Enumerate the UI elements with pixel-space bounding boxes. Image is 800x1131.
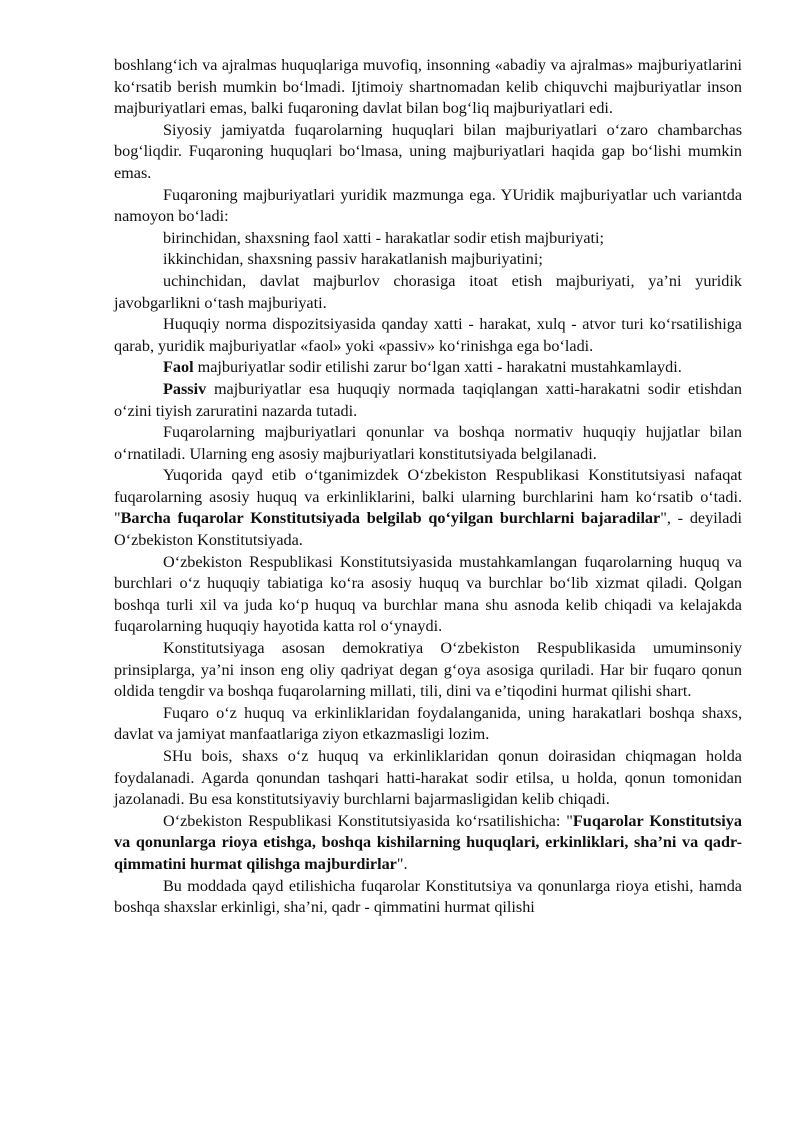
- paragraph: Konstitutsiyaga asosan demokratiya O‘zbekiston Respublikasida umuminsoniy prinsiplarga, ya’ni inson eng oliy qadriyat degan g‘oya asosiga quriladi. Har bir fuqaro qonun oldida tengdir va boshqa fuqarolarning millati, tili, dini va e’tiqodini hurmat qilishi shart.: [114, 639, 742, 701]
- paragraph-text: majburiyatlar esa huquqiy normada taqiqlangan xatti-harakatni sodir etishdan o‘zini tiyish zaruratini nazarda tutadi.: [114, 379, 742, 420]
- paragraph-text: O‘zbekiston Respublikasi Konstitutsiyasida ko‘rsatilishicha: ": [163, 811, 573, 830]
- paragraph-text: ", - deyiladi O‘zbekiston Konstitutsiyada.: [114, 509, 742, 550]
- paragraph: Bu moddada qayd etilishicha fuqarolar Konstitutsiya va qonunlarga rioya etishi, hamda boshqa shaxslar erkinligi, sha’ni, qadr - qimmatini hurmat qilishi: [114, 876, 742, 917]
- list-item: ikkinchidan, shaxsning passiv harakatlanish majburiyatini;: [163, 250, 543, 269]
- paragraph: [114, 811, 742, 876]
- list-item: uchinchidan, davlat majburlov chorasiga itoat etish majburiyati, ya’ni yuridik javobgarlikni o‘tash majburiyati.: [114, 271, 742, 312]
- bold-quote: Fuqarolar Konstitutsiya va qonunlarga rioya etishga, boshqa kishilarning huquqlari, erkinliklari, sha’ni va qadr-qimmatini hurmat qilishga majburdirlar: [114, 811, 742, 873]
- paragraph: [114, 379, 742, 422]
- body-text: [114, 55, 742, 919]
- bold-quote: Barcha fuqarolar Konstitutsiyada belgilab qo‘yilgan burchlarni bajaradilar: [120, 509, 661, 528]
- paragraph-text: Yuqorida qayd etib o‘tganimizdek O‘zbekiston Respublikasi Konstitutsiyasi nafaqat fuqarolarning asosiy huquq va erkinliklarini, balki ularning burchlarini ham ko‘rsatib o‘tadi. ": [114, 466, 742, 528]
- paragraph: boshlang‘ich va ajralmas huquqlariga muvofiq, insonning «abadiy va ajralmas» majburiyatlarini ko‘rsatib berish mumkin bo‘lmadi. Ijtimoiy shartnomadan kelib chiquvchi majburiyatlar inson majburiyatlari emas, balki fuqaroning davlat bilan bog‘liq majburiyatlari edi.: [114, 56, 742, 118]
- paragraph: O‘zbekiston Respublikasi Konstitutsiyasida mustahkamlangan fuqarolarning huquq va burchlari o‘z huquqiy tabiatiga ko‘ra asosiy huquq va burchlar bo‘lib xizmat qiladi. Qolgan boshqa turli xil va juda ko‘p huquq va burchlar mana shu asnoda kelib chiqadi va kelajakda fuqarolarning huquqiy hayotida katta rol o‘ynaydi.: [114, 552, 742, 636]
- paragraph-text: majburiyatlar sodir etilishi zarur bo‘lgan xatti - harakatni mustahkamlaydi.: [193, 358, 682, 377]
- paragraph: Siyosiy jamiyatda fuqarolarning huquqlari bilan majburiyatlari o‘zaro chambarchas bog‘liqdir. Fuqaroning huquqlari bo‘lmasa, uning majburiyatlari haqida gap bo‘lishi mumkin emas.: [114, 120, 742, 182]
- paragraph: Fuqaro o‘z huquq va erkinliklaridan foydalanganida, uning harakatlari boshqa shaxs, davlat va jamiyat manfaatlariga ziyon etkazmasligi lozim.: [114, 703, 742, 744]
- paragraph: [114, 357, 742, 379]
- paragraph-text: ".: [396, 854, 408, 873]
- paragraph: [114, 465, 742, 551]
- list-item: birinchidan, shaxsning faol xatti - harakatlar sodir etish majburiyati;: [163, 228, 604, 247]
- bold-term: Passiv: [163, 379, 207, 398]
- paragraph: Huquqiy norma dispozitsiyasida qanday xatti - harakat, xulq - atvor turi ko‘rsatilishiga qarab, yuridik majburiyatlar «faol» yoki «passiv» ko‘rinishga ega bo‘ladi.: [114, 315, 742, 355]
- paragraph: Fuqarolarning majburiyatlari qonunlar va boshqa normativ huquqiy hujjatlar bilan o‘rnatiladi. Ularning eng asosiy majburiyatlari konstitutsiyada belgilanadi.: [114, 423, 742, 463]
- bold-term: Faol: [163, 358, 194, 377]
- paragraph: SHu bois, shaxs o‘z huquq va erkinliklaridan qonun doirasidan chiqmagan holda foydalanadi. Agarda qonundan tashqari hatti-harakat sodir etilsa, u holda, qonun tomonidan jazolanadi. Bu esa konstitutsiyaviy burchlarni bajarmasligidan kelib chiqadi.: [114, 747, 742, 809]
- paragraph: Fuqaroning majburiyatlari yuridik mazmunga ega. YUridik majburiyatlar uch variantda namoyon bo‘ladi:: [114, 185, 742, 226]
